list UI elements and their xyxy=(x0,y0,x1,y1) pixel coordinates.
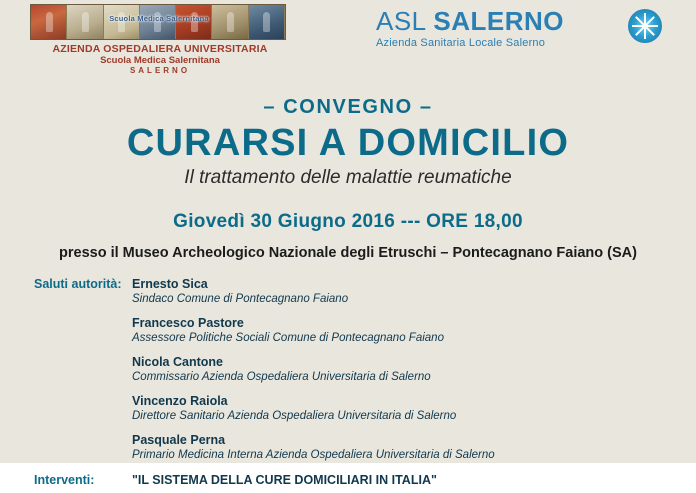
interventi-row xyxy=(34,473,696,493)
person-role: Commissario Azienda Ospedaliera Universitaria di Salerno xyxy=(132,371,431,384)
poster-title: CURARSI A DOMICILIO xyxy=(126,122,570,164)
poster-subtitle: Il trattamento delle malattie reumatiche xyxy=(184,166,512,188)
scuola-medica-frieze-image xyxy=(30,4,286,40)
frieze-caption: Scuola Medica Salernitana xyxy=(109,14,209,23)
program-section xyxy=(0,277,696,493)
aou-logo xyxy=(30,4,290,75)
interventi-title: "IL SISTEMA DELLA CURE DOMICILIARI IN ITALIA" xyxy=(132,472,437,487)
list-item xyxy=(132,394,696,424)
greetings-label: Saluti autorità: xyxy=(34,276,122,291)
asl-title-bold: SALERNO xyxy=(433,6,565,36)
list-item xyxy=(132,316,696,346)
asl-logo xyxy=(376,8,676,49)
person-name: Ernesto Sica xyxy=(132,276,208,291)
list-item xyxy=(132,277,696,307)
poster-header xyxy=(0,0,696,75)
person-role: Assessore Politiche Sociali Comune di Pontecagnano Faiano xyxy=(132,332,444,345)
aou-line-3: SALERNO xyxy=(129,66,191,75)
person-role: Direttore Sanitario Azienda Ospedaliera Universitaria di Salerno xyxy=(132,410,457,423)
asl-subtitle: Azienda Sanitaria Locale Salerno xyxy=(376,37,546,49)
list-item xyxy=(132,355,696,385)
person-name: Pasquale Perna xyxy=(132,432,226,447)
aou-line-2: Scuola Medica Salernitana xyxy=(100,55,220,66)
asl-title-light: ASL xyxy=(376,6,434,36)
greetings-list xyxy=(132,277,696,463)
event-venue-line: presso il Museo Archeologico Nazionale degli Etruschi – Pontecagnano Faiano (SA) xyxy=(59,244,637,261)
starburst-circle-icon xyxy=(628,9,662,43)
interventi-label: Interventi: xyxy=(34,472,95,487)
person-role: Primario Medicina Interna Azienda Ospedaliera Universitaria di Salerno xyxy=(132,449,495,462)
poster-kicker: – CONVEGNO – xyxy=(263,96,433,118)
event-date-line: Giovedì 30 Giugno 2016 --- ORE 18,00 xyxy=(173,210,523,232)
person-name: Nicola Cantone xyxy=(132,354,223,369)
person-role: Sindaco Comune di Pontecagnano Faiano xyxy=(132,293,349,306)
person-name: Vincenzo Raiola xyxy=(132,393,228,408)
list-item xyxy=(132,433,696,463)
person-name: Francesco Pastore xyxy=(132,315,244,330)
aou-line-1: AZIENDA OSPEDALIERA UNIVERSITARIA xyxy=(52,43,268,55)
